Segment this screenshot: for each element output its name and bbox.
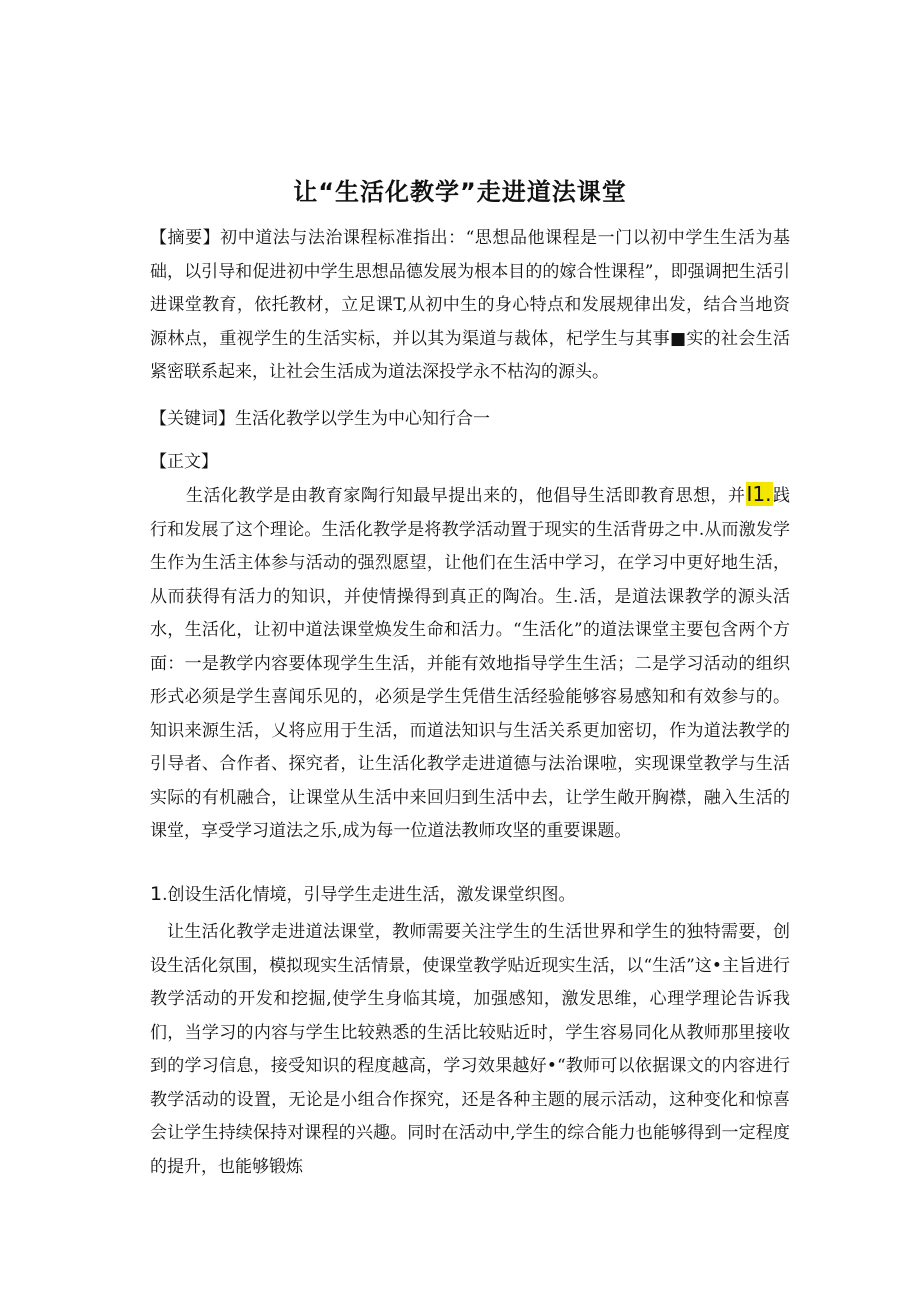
body-paragraph-2: 让生活化教学走进道法课堂，教师需要关注学生的生活世界和学生的独特需要，创设生活化氛围，模拟现实生活情景，使课堂教学贴近现实生活，以“生活”这•主旨进行教学活动的开发和挖掘,使学生身临其境，加强感知，激发思维，心理学理论告诉我们，当学习的内容与学生比较熟悉的生活比较贴近时，学生容易同化从教师那里接收到的学习信息，接受知识的程度越高，学习效果越好•“教师可以依据课文的内容进行教学活动的设置，无论是小组合作探究，还是各种主题的展示活动，这种变化和惊喜会让学生持续保持对课程的兴趣。同时在活动中,学生的综合能力也能够得到一定程度的提升，也能够锻炼 (150, 922, 790, 1177)
section-number: 1 (150, 883, 163, 905)
keywords-text: 生活化教学以学生为中心知行合一 (235, 409, 490, 429)
page-title: 让“生活化教学”走进道法课堂 (293, 178, 627, 206)
section-heading-1 (150, 878, 790, 913)
body1-text-end: 践行和发展了这个理论。生活化教学是将教学活动置于现实的生活背毋之中.从而激发学生作为生活主体参与活动的强烈愿望，让他们在生活中学习，在学习中更好地生活，从而获得有活力的知识，并使情操得到真正的陶冶。生.活，是道法课教学的源头活水，生活化，让初中道法课堂焕发生命和活力。“生活化”的道法课堂主要包含两个方面：一是教学内容要体现学生生活，并能有效地指导学生生活；二是学习活动的组织形式必须是学生喜闻乐见的，必须是学生凭借生活经验能够容易感知和有效参与的。知识来源生活，乂将应用于生活，而道法知识与生活关系更加密切，作为道法教学的引导者、合作者、探究者，让生活化教学走进道德与法治课啦，实现课堂教学与生活实际的有机融合，让课堂从生活中来回归到生活中去，让学生敞开胸襟，融入生活的课堂，享受学习道法之乐,成为每一位道法教师攻坚的重要课题。 (150, 486, 791, 841)
highlighted-text: I1. (746, 482, 772, 506)
body-paragraph-1 (150, 478, 790, 849)
body1-text-start: 生活化教学是由教育家陶行知最早提出来的，他倡导生活即教育思想，并 (186, 486, 746, 506)
abstract-paragraph (150, 222, 790, 390)
abstract-text: 初中道法与法治课程标准指出：“思想品他课程是一门以初中学生生活为基础，以引导和促进初中学生思想品德发展为根本目的的嫁合性课程”，即强调把生活引进课堂教育，依托教材，立足课T,从初中生的身心特点和发展规律出发，结合当地资源林点，重视学生的生活实标，并以其为渠道与裁体，杞学生与其事■实的社会生活紧密联系起来，让社会生活成为道法深投学永不枯沟的源头。 (150, 228, 790, 382)
abstract-label: 【摘要】 (150, 228, 221, 248)
keywords-label: 【关键词】 (150, 409, 235, 429)
main-text-label: 【正文】 (150, 452, 218, 472)
section-heading-text: .创设生活化情境，引导学生走进生活，激发课堂织图。 (162, 885, 576, 905)
keywords-paragraph (150, 403, 790, 437)
